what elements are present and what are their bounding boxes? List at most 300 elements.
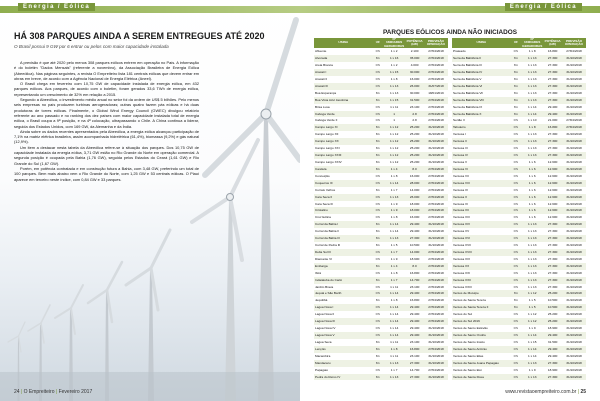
cell-previsao: 31/10/2018 [428, 146, 444, 151]
cell-unidades: 1 x 14 [521, 332, 543, 339]
table-row [314, 249, 448, 256]
table-row [314, 55, 448, 62]
cell-previsao: 31/10/2018 [562, 346, 586, 353]
cell-usina: Lagoa Seca [315, 339, 332, 344]
cell-unidades: 1 x 15 [383, 97, 405, 104]
cell-previsao: 31/10/2018 [566, 201, 582, 206]
cell-potencia: 25.200 [543, 318, 562, 325]
cell-previsao: 31/10/2018 [562, 318, 586, 325]
cell-unidades: 1 x 9 [528, 326, 536, 331]
table-row [452, 270, 586, 277]
cell-potencia: 27.300 [547, 63, 558, 68]
cell-unidades: 1 x 6 [521, 194, 543, 201]
cell-uf: BA [511, 83, 522, 90]
cell-potencia: 25.200 [409, 146, 420, 151]
cell-usina: Ventos de Santo Antônio [452, 346, 511, 353]
cell-usina: Sertão II [453, 118, 465, 123]
cell-previsao: 27/04/2018 [428, 104, 444, 109]
cell-uf: RN [513, 353, 519, 358]
cell-previsao: 31/10/2018 [424, 124, 448, 131]
cell-previsao: 31/07/2018 [424, 83, 448, 90]
cell-usina: Aracati II [315, 76, 328, 81]
cell-previsao: 27/04/2018 [428, 201, 444, 206]
cell-previsao: 31/10/2018 [424, 332, 448, 339]
cell-potencia: 27.300 [543, 221, 562, 228]
table-row [314, 111, 448, 118]
cell-unidades: 1 x 9 [390, 201, 398, 206]
cell-uf: RN [372, 249, 383, 256]
cell-unidades: 1 x 13 [383, 360, 405, 367]
cell-potencia: 31.500 [405, 97, 424, 104]
cell-unidades: 1 x 12 [528, 312, 537, 317]
cell-usina: Jequiá e São Barth [314, 290, 372, 297]
table-row [314, 339, 448, 346]
cell-uf: RN [513, 367, 519, 372]
cell-usina: Lençóis [314, 346, 372, 353]
cell-uf: RN [511, 152, 522, 159]
cell-usina: Serra da Babilônia III [453, 63, 482, 68]
cell-previsao: 27/04/2018 [424, 207, 448, 214]
table-row [314, 318, 448, 325]
cell-uf: RN [375, 63, 381, 68]
cell-previsao: 31/10/2018 [428, 159, 444, 164]
cell-potencia: 25.200 [409, 159, 420, 164]
cell-previsao: 31/10/2018 [562, 235, 586, 242]
table-row [452, 339, 586, 346]
cell-usina: Currais Velhos [315, 187, 336, 192]
cell-potencia: 31.500 [547, 339, 558, 344]
cell-previsao: 31/10/2018 [562, 249, 586, 256]
section-label: Energia / Eólica [505, 3, 582, 11]
table-row [314, 325, 448, 332]
col-header-unidades: Nº UNIDADES GERADORAS [384, 37, 405, 48]
cell-unidades: 1 x 13 [521, 152, 543, 159]
table-row [314, 353, 448, 360]
table-row [452, 297, 586, 304]
cell-usina: Prateado [453, 49, 466, 54]
cell-unidades: 1 x 5 [521, 304, 543, 311]
cell-usina: Ventosa VIII [452, 180, 511, 187]
cell-usina: Diamante VI [315, 256, 333, 261]
table-row [314, 62, 448, 69]
paragraph: Ainda sobre os dados recentes apresentados pela Abeeólica, a energia eólica alcançou participação de 7,1% na matriz elétrica brasileira, assim acompanhada hidrelétrica (61,4%), biomassa (9,2%) e gás natural (12,9%). [14, 128, 199, 145]
cell-previsao: 27/04/2018 [428, 49, 444, 54]
cell-usina: Cristalino [314, 207, 372, 214]
cell-uf: RN [511, 124, 522, 131]
cell-unidades: 1 x 12 [521, 318, 543, 325]
cell-unidades: 1 x 14 [521, 111, 543, 118]
cell-uf: RN [513, 146, 519, 151]
cell-usina: Ventosa VII [453, 173, 469, 178]
cell-unidades: 1 x 14 [383, 180, 405, 187]
cell-uf: RN [513, 159, 519, 164]
cell-unidades: 1 x 2 [390, 63, 398, 68]
cell-usina: Jardim Brava [315, 284, 334, 289]
cell-uf: RN [375, 312, 381, 317]
table-row [314, 235, 448, 242]
cell-unidades: 1 x 12 [389, 146, 399, 151]
cell-usina: Serra da Babilônia IX [453, 104, 483, 109]
cell-usina: Curral da Bahia I [314, 221, 372, 228]
cell-previsao: 31/10/2018 [566, 367, 582, 372]
cell-uf: BA [372, 55, 383, 62]
cell-unidades: 1 x 14 [389, 229, 399, 234]
cell-previsao: 31/10/2018 [562, 194, 586, 201]
cell-uf: BA [511, 55, 522, 62]
cell-usina: Conceição [315, 173, 330, 178]
table-row [314, 145, 448, 152]
table-row [452, 304, 586, 311]
cell-usina: Serra da Babilônia VI [452, 83, 511, 90]
table-row [314, 207, 448, 214]
cell-uf: RN [513, 339, 519, 344]
cell-potencia: 16.000 [409, 76, 420, 81]
col-header-uf: UF [511, 38, 522, 48]
cell-previsao: 31/10/2018 [428, 132, 444, 137]
cell-previsao: 27/04/2018 [424, 194, 448, 201]
cell-unidades: 1 x 13 [528, 76, 537, 81]
cell-potencia: 16.000 [409, 215, 420, 220]
cell-uf: BA [372, 346, 383, 353]
cell-previsao: 27/04/2018 [428, 63, 444, 68]
cell-previsao: 27/04/2018 [428, 256, 444, 261]
cell-previsao: 27/04/2018 [566, 49, 582, 54]
table-row [452, 332, 586, 339]
cell-uf: BA [513, 104, 518, 109]
cell-potencia: 18.900 [547, 326, 558, 331]
cell-previsao: 31/10/2018 [566, 326, 582, 331]
cell-usina: Campo Largo XXIII [314, 152, 372, 159]
table-row [314, 180, 448, 187]
cell-usina: Ventos de Mutuípe [452, 290, 511, 297]
table-row [314, 97, 448, 104]
cell-usina: Ventosa II [452, 138, 511, 145]
cell-unidades: 1 x 13 [521, 221, 543, 228]
cell-potencia: 16.800 [409, 270, 420, 275]
cell-previsao: 27/04/2018 [424, 97, 448, 104]
table-row [314, 311, 448, 318]
cell-unidades: 1 x 13 [389, 90, 399, 95]
cell-usina: Cruz Eólica [315, 215, 331, 220]
cell-potencia: 27.300 [543, 69, 562, 76]
cell-potencia: 21.000 [547, 118, 558, 123]
cell-usina: Ventos de Santa Tereza II [452, 304, 511, 311]
cell-uf: BA [372, 263, 383, 270]
cell-potencia: 2.8 [412, 118, 417, 123]
cell-uf: BA [511, 304, 522, 311]
cell-previsao: 31/10/2018 [428, 339, 444, 344]
cell-previsao: 27/04/2018 [424, 290, 448, 297]
cell-unidades: 1 x 13 [528, 63, 537, 68]
table-row [452, 214, 586, 221]
cell-unidades: 1 x 8 [390, 298, 398, 303]
cell-usina: Ventosa XI [453, 201, 468, 206]
cell-uf: RN [375, 284, 381, 289]
cell-previsao: 27/04/2018 [428, 298, 444, 303]
cell-previsao: 31/10/2018 [566, 284, 582, 289]
cell-previsao: 31/10/2018 [566, 353, 582, 358]
cell-potencia: 27.300 [547, 256, 558, 261]
cell-unidades: 1 x 8 [528, 49, 536, 54]
cell-previsao: 31/10/2018 [562, 152, 586, 159]
cell-previsao: 31/10/2018 [424, 152, 448, 159]
col-header-previsao: PREVISÃO OPERAÇÃO [562, 38, 586, 48]
table-row [314, 187, 448, 194]
table-row [452, 138, 586, 145]
cell-potencia: 25.200 [409, 132, 420, 137]
table-row [452, 311, 586, 318]
table-row [314, 332, 448, 339]
cell-potencia: 29.400 [405, 304, 424, 311]
cell-previsao: 31/10/2018 [428, 229, 444, 234]
cell-potencia: 12.600 [547, 173, 558, 178]
cell-uf: BA [375, 159, 380, 164]
cell-usina: Ventosa XXI [453, 270, 471, 275]
cell-potencia: 2.8 [405, 111, 424, 118]
cell-unidades: 1 x 14 [383, 332, 405, 339]
cell-usina: Ventosa XIII [453, 215, 470, 220]
cell-previsao: 31/10/2018 [562, 180, 586, 187]
cell-potencia: 26.000 [405, 194, 424, 201]
cell-unidades: 1 x 13 [528, 132, 537, 137]
cell-previsao: 31/10/2018 [566, 132, 582, 137]
table-row [452, 325, 586, 332]
cell-previsao: 31/10/2018 [562, 360, 586, 367]
cell-usina: Ibirá [315, 270, 322, 275]
cell-unidades: 1 x 13 [521, 69, 543, 76]
cell-potencia: 29.400 [405, 221, 424, 228]
cell-unidades: 1 x 8 [390, 173, 398, 178]
cell-uf: BA [372, 97, 383, 104]
cell-uf: RN [511, 318, 522, 325]
parks-table-right [452, 38, 586, 380]
cell-uf: BA [372, 277, 383, 284]
cell-usina: Ventosa IX [453, 187, 468, 192]
table-row [452, 180, 586, 187]
cell-usina: Afluente [315, 49, 327, 54]
cell-usina: Ventosa I [453, 132, 466, 137]
cell-unidades: 1 x 13 [528, 229, 537, 234]
cell-unidades: 1 [393, 118, 396, 123]
table-row [314, 104, 448, 111]
cell-usina: Lagoa Nova I [314, 304, 372, 311]
cell-potencia: 2.100 [410, 49, 419, 54]
cell-unidades: 1 x 13 [521, 235, 543, 242]
cell-previsao: 27/04/2018 [424, 55, 448, 62]
table-row [452, 69, 586, 76]
table-row [314, 367, 448, 374]
cell-potencia: 35.000 [405, 55, 424, 62]
cell-usina: Macambira [315, 353, 331, 358]
cell-unidades: 1 x 9 [390, 256, 398, 261]
table-row [452, 353, 586, 360]
cell-uf: BA [375, 298, 380, 303]
cell-potencia: 12.600 [543, 180, 562, 187]
cell-potencia: 29.400 [409, 312, 420, 317]
cell-unidades: 1 x 8 [390, 76, 398, 81]
cell-uf: RN [513, 118, 519, 123]
cell-potencia: 27.300 [547, 270, 558, 275]
table-row [452, 159, 586, 166]
cell-potencia: 29.400 [405, 318, 424, 325]
cell-usina: Lagoa Nova II [315, 312, 335, 317]
cell-uf: RN [375, 270, 381, 275]
table-row [452, 263, 586, 270]
cell-usina: Serra da Babilônia VII [453, 90, 484, 95]
cell-usina: Tabuleiro [452, 124, 511, 131]
cell-usina: Ventos de Santo Eloi [453, 367, 482, 372]
table-row [452, 277, 586, 284]
table-row [452, 235, 586, 242]
cell-previsao: 31/10/2018 [566, 256, 582, 261]
cell-previsao: 27/04/2018 [424, 304, 448, 311]
cell-uf: RN [511, 263, 522, 270]
cell-unidades: 1 x 6 [528, 201, 536, 206]
cell-uf: BA [511, 97, 522, 104]
footer-separator: | [577, 389, 581, 395]
cell-unidades: 1 [383, 111, 405, 118]
cell-potencia: 27.300 [547, 229, 558, 234]
cell-uf: BA [513, 76, 518, 81]
cell-unidades: 1 x 14 [389, 326, 399, 331]
cell-usina: Caboga Verde [314, 111, 372, 118]
cell-usina: Lagoa Nova III [314, 318, 372, 325]
cell-uf: RN [372, 194, 383, 201]
cell-usina: Curral de Pedra III [315, 243, 341, 248]
cell-uf: RN [375, 256, 381, 261]
cell-previsao: 31/10/2018 [562, 166, 586, 173]
magazine-name: O Empreiteiro [23, 389, 55, 395]
cell-unidades: 1 x 8 [390, 270, 398, 275]
cell-usina: Aracati I [314, 69, 372, 76]
cell-previsao: 27/04/2018 [424, 318, 448, 325]
cell-potencia: 14.700 [405, 277, 424, 284]
table-row [452, 145, 586, 152]
cell-previsao: 31/10/2018 [566, 76, 582, 81]
cell-previsao: 27/04/2018 [566, 118, 582, 123]
cell-previsao: 27/04/2018 [424, 111, 448, 118]
cell-unidades: 1 x 8 [521, 124, 543, 131]
cell-uf: RN [513, 243, 519, 248]
cell-unidades: 1 x 9 [383, 207, 405, 214]
cell-potencia: 12.600 [547, 215, 558, 220]
cell-usina: Curral da Bahia II [315, 229, 340, 234]
cell-unidades: 1 x 9 [528, 367, 536, 372]
cell-potencia: 27.300 [543, 83, 562, 90]
col-header-potencia: POTÊNCIA (kW) [543, 38, 562, 48]
table-row [314, 284, 448, 291]
table-row [452, 207, 586, 214]
cell-potencia: 29.400 [405, 332, 424, 339]
cell-potencia: 18.000 [405, 207, 424, 214]
cell-potencia: 27.300 [405, 374, 424, 381]
cell-potencia: 29.400 [543, 111, 562, 118]
table-row [314, 360, 448, 367]
cell-potencia: 12.600 [543, 207, 562, 214]
cell-uf: BA [372, 235, 383, 242]
cell-previsao: 27/04/2018 [428, 215, 444, 220]
cell-uf: RN [511, 138, 522, 145]
table-row [452, 318, 586, 325]
cell-previsao: 27/04/2018 [428, 270, 444, 275]
cell-potencia: 27.300 [543, 263, 562, 270]
cell-potencia: 14.000 [409, 187, 420, 192]
paragraph: A previsão é que até 2020 pelo menos 308 parques eólicos entrem em operação no País. A informação é do boletim "Dados Mensais" (referente a novembro), da Associação Brasileira de Energia Eólica (Abeeólica). Nas páginas seguintes, a revista O Empreiteiro lista 181 centrais eólicas que devem entrar em obras em breve, de acordo com a Agência Nacional de Energia Elétrica (Aneel). [14, 60, 199, 81]
cell-uf: BA [513, 90, 518, 95]
cell-potencia: 29.400 [547, 353, 558, 358]
cell-uf: RN [511, 180, 522, 187]
cell-unidades: 1 x 15 [383, 69, 405, 76]
cell-unidades: 1 x 7 [390, 187, 398, 192]
right-page [300, 0, 600, 401]
turbine-medium [192, 140, 258, 401]
headline: HÁ 308 PARQUES AINDA A SEREM ENTREGUES ATÉ 2020 [14, 31, 265, 41]
cell-usina: Ventosa XX [452, 263, 511, 270]
website-url[interactable]: www.revistaoempreiteiro.com.br [505, 389, 577, 395]
col-header-usina: USINA [314, 38, 372, 48]
cell-potencia: 27.300 [547, 243, 558, 248]
cell-unidades: 1 x 11 [390, 353, 399, 358]
cell-potencia: 27.300 [543, 55, 562, 62]
cell-unidades: 1 x 13 [521, 138, 543, 145]
right-header [300, 0, 600, 17]
table-row [314, 152, 448, 159]
cell-unidades: 1 x 13 [521, 249, 543, 256]
cell-previsao: 31/10/2018 [424, 374, 448, 381]
cell-usina: Ventos de Santa Rosa [452, 374, 511, 381]
cell-previsao: 31/10/2018 [428, 353, 444, 358]
cell-potencia: 16.800 [547, 49, 558, 54]
dek: O Brasil possui 9 GW por 6 entrar ou pelos com maior capacidade instalada [14, 44, 169, 49]
cell-usina: Ventos do Sul [453, 312, 473, 317]
cell-previsao: 27/04/2018 [424, 69, 448, 76]
cell-potencia: 10.500 [547, 298, 558, 303]
cell-potencia: 27.300 [543, 249, 562, 256]
cell-potencia: 27.300 [543, 360, 562, 367]
col-header-usina: USINA [452, 38, 511, 48]
cell-usina: Ventosa IV [452, 152, 511, 159]
cell-unidades: 1 x 12 [389, 159, 399, 164]
cell-usina: Ventosa X [452, 194, 511, 201]
cell-uf: RN [375, 201, 381, 206]
cell-previsao: 27/04/2018 [424, 277, 448, 284]
cell-unidades: 1 x 5 [390, 243, 398, 248]
cell-potencia: 28.000 [405, 180, 424, 187]
cell-usina: Delta Sul III [314, 249, 372, 256]
cell-previsao: 31/10/2018 [566, 159, 582, 164]
cell-uf: BA [375, 187, 380, 192]
cell-potencia: 12.600 [543, 166, 562, 173]
cell-potencia: 16.800 [405, 346, 424, 353]
table-row [314, 256, 448, 263]
cell-previsao: 31/10/2018 [566, 339, 582, 344]
cell-previsao: 27/04/2018 [428, 284, 444, 289]
cell-previsao: 27/04/2018 [424, 166, 448, 173]
cell-unidades: 1 x 13 [383, 235, 405, 242]
cell-potencia: 25.200 [547, 312, 558, 317]
col-header-uf: UF [372, 38, 383, 48]
table-row [452, 104, 586, 111]
cell-unidades: 1 x 13 [521, 97, 543, 104]
cell-unidades: 1 x 4 [383, 166, 405, 173]
cell-previsao: 27/04/2018 [424, 249, 448, 256]
cell-uf: RN [513, 270, 519, 275]
cell-uf: RN [513, 132, 519, 137]
cell-uf: RN [511, 374, 522, 381]
cell-usina: Ventos do Sul 2016 [452, 318, 511, 325]
cell-usina: Ventosa XVIII [452, 249, 511, 256]
cell-uf: RN [511, 207, 522, 214]
